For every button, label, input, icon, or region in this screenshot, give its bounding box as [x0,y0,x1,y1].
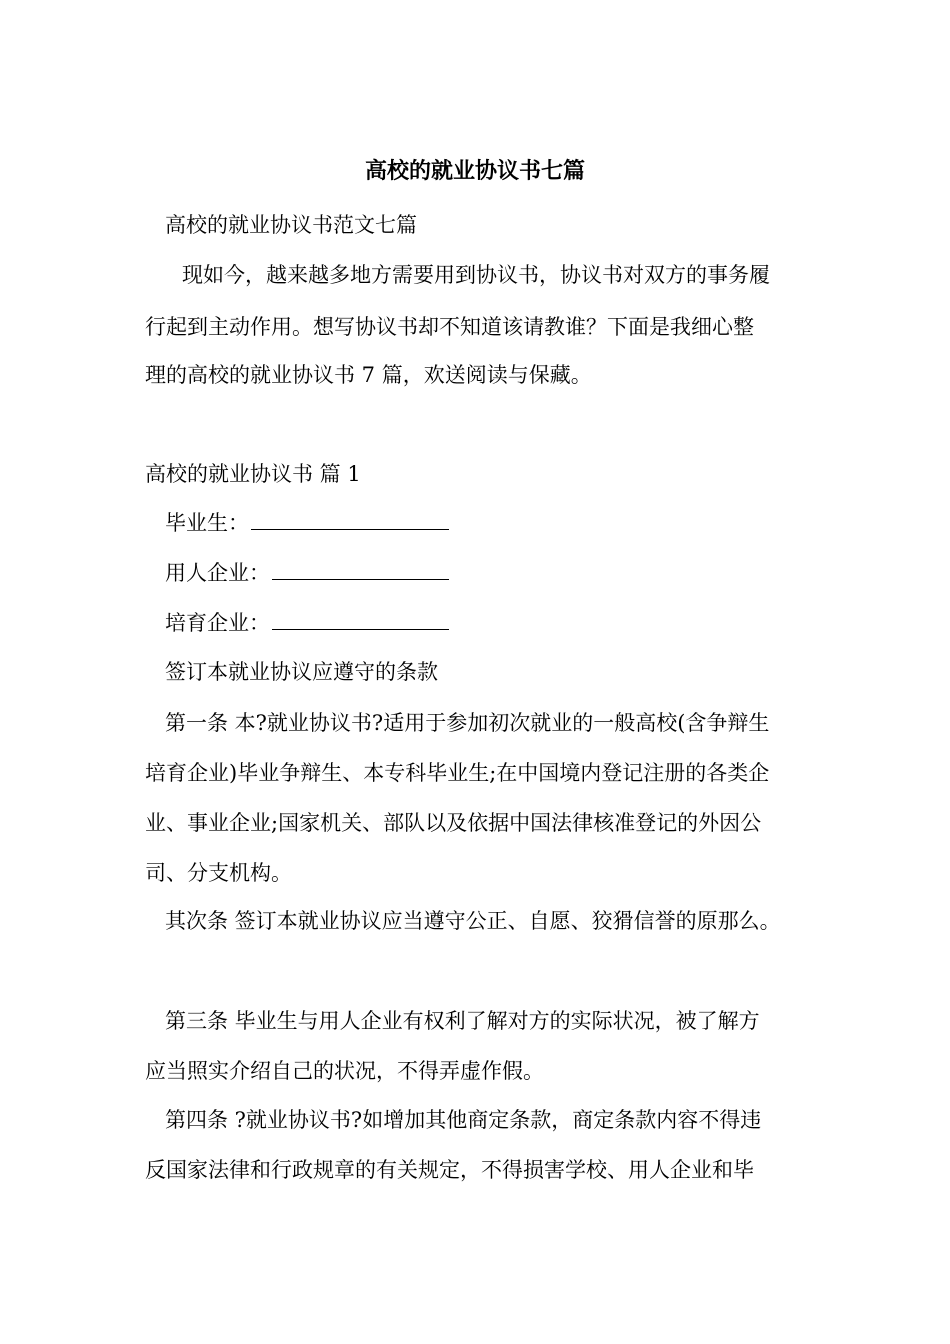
article1-line-2: 培育企业)毕业争辩生、本专科毕业生;在中国境内登记注册的各类企 [145,761,770,785]
training-unit-blank [272,611,449,630]
article2-line: 其次条 签订本就业协议应当遵守公正、自愿、狡猾信誉的原那么。 [165,909,781,933]
article3-line-1: 第三条 毕业生与用人企业有权利了解对方的实际状况，被了解方 [165,1009,760,1033]
training-unit-field [165,609,449,637]
training-unit-field-label: 培育企业： [165,611,270,635]
graduate-field-label: 毕业生： [165,511,249,535]
section-heading: 高校的就业协议书 篇 1 [145,462,361,486]
graduate-field [165,509,449,537]
intro-line-1: 现如今，越来越多地方需要用到协议书，协议书对双方的事务履 [182,263,770,287]
intro-line-3: 理的高校的就业协议书 7 篇，欢送阅读与保藏。 [145,363,592,387]
employer-field-label: 用人企业： [165,561,270,585]
graduate-blank [251,511,449,530]
article1-line-4: 司、分支机构。 [145,861,292,885]
document-subtitle: 高校的就业协议书范文七篇 [165,213,417,237]
article3-line-2: 应当照实介绍自己的状况，不得弄虚作假。 [145,1059,544,1083]
employer-field [165,559,449,587]
article4-line-2: 反国家法律和行政规章的有关规定，不得损害学校、用人企业和毕 [145,1158,754,1182]
document-title: 高校的就业协议书七篇 [364,158,585,184]
employer-blank [272,561,449,580]
intro-line-2: 行起到主动作用。想写协议书却不知道该请教谁？下面是我细心整 [145,315,754,339]
article1-line-1: 第一条 本?就业协议书?适用于参加初次就业的一般高校(含争辩生 [165,711,770,735]
article1-line-3: 业、事业企业;国家机关、部队以及依据中国法律核准登记的外因公 [145,811,762,835]
terms-heading: 签订本就业协议应遵守的条款 [165,660,438,684]
article4-line-1: 第四条 ?就业协议书?如增加其他商定条款，商定条款内容不得违 [165,1108,762,1132]
